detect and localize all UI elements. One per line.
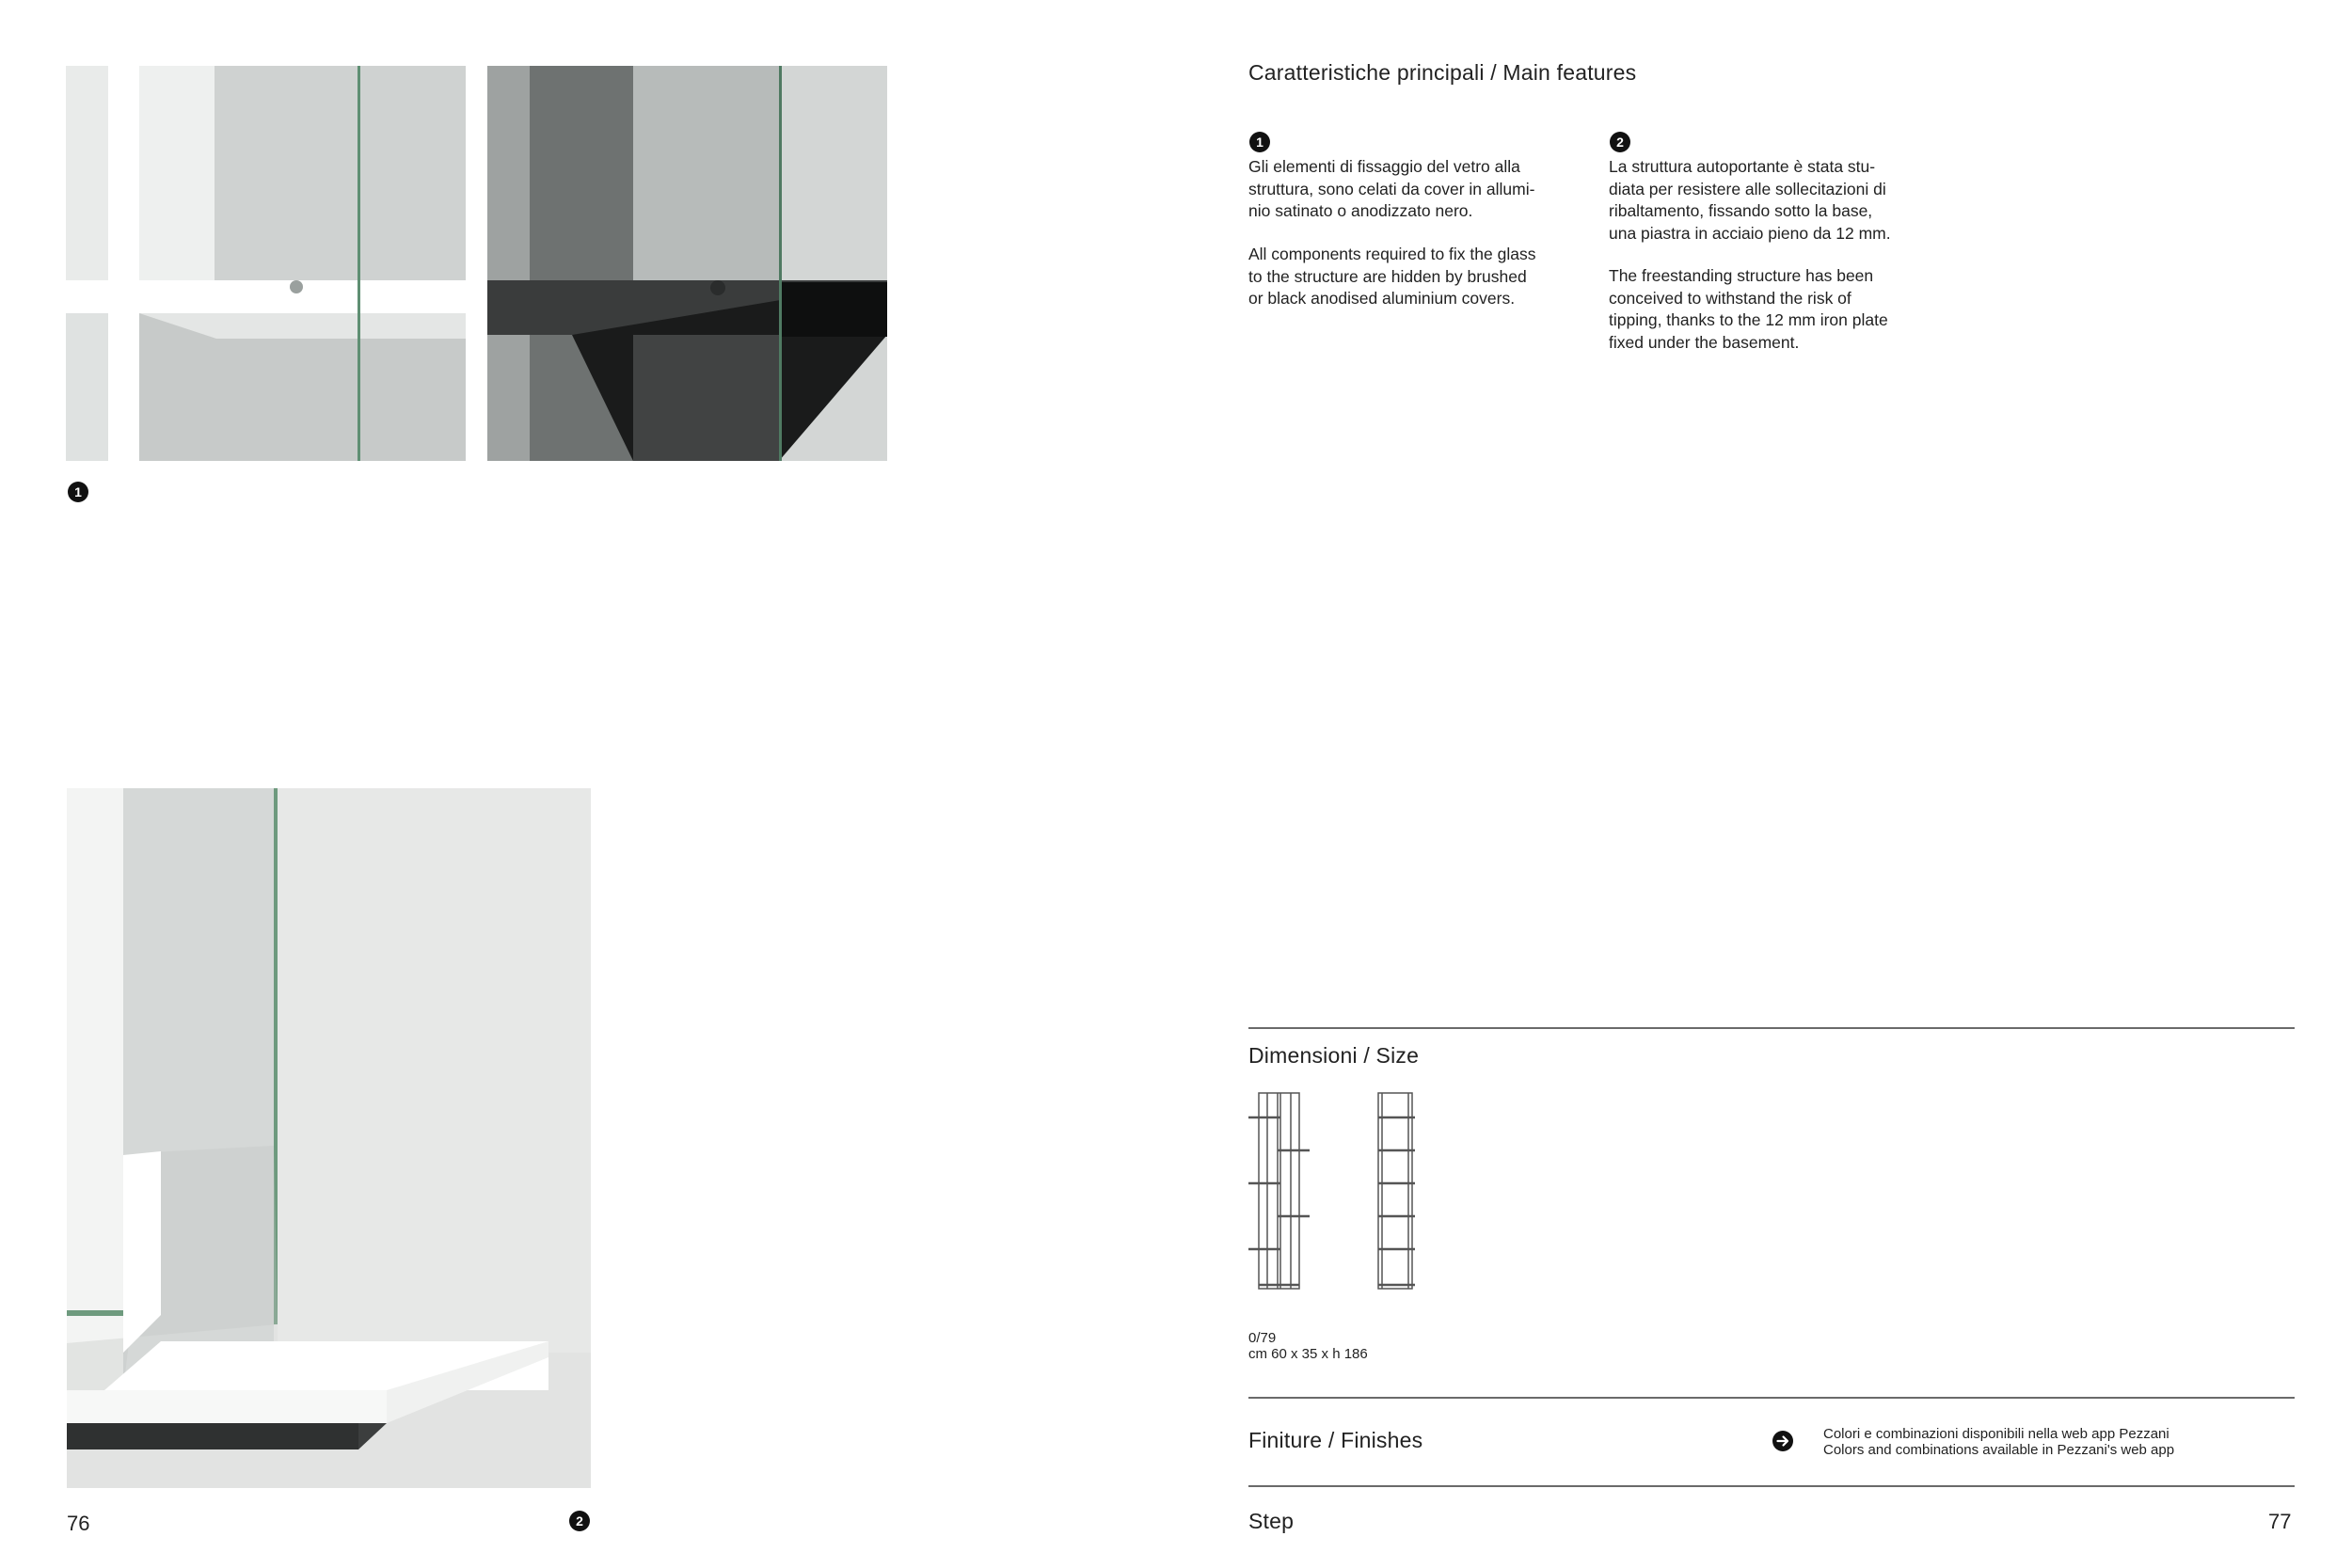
figure-badge-1: 1	[68, 482, 88, 502]
photo-base-detail	[67, 788, 591, 1488]
page-number-right: 77	[2268, 1510, 2292, 1533]
divider-dimensions	[1248, 1027, 2295, 1029]
feature-badge-1: 1	[1249, 132, 1270, 152]
product-size: cm 60 x 35 x h 186	[1248, 1346, 1368, 1362]
finishes-title: Finiture / Finishes	[1248, 1428, 1423, 1452]
finishes-note[interactable]: Colori e combinazioni disponibili nella web app Pezzani Colors and combinations available in Pezzani's web app	[1823, 1426, 2175, 1458]
divider-footer	[1248, 1485, 2295, 1487]
photo-detail-black	[487, 66, 887, 461]
arrow-right-circle-icon[interactable]	[1772, 1430, 1794, 1452]
page-number-left: 76	[67, 1512, 90, 1535]
feature-badge-2: 2	[1610, 132, 1630, 152]
side-elevation-drawing	[1374, 1091, 1421, 1291]
feature-2-text-it: La struttura autoportante è stata stu- diata per resistere alle sollecitazioni di ribaltamento, fissando sotto la base, una piastra in acciaio pieno da 12 mm.	[1609, 157, 1891, 243]
photo-detail-brushed	[66, 66, 466, 461]
dimensions-title: Dimensioni / Size	[1248, 1043, 1420, 1068]
front-elevation-drawing	[1247, 1091, 1312, 1291]
figure-badge-2: 2	[569, 1511, 590, 1531]
product-name: Step	[1248, 1509, 1295, 1533]
features-title: Caratteristiche principali / Main features	[1248, 60, 1637, 85]
feature-2-text-en: The freestanding structure has been conceived to withstand the risk of tipping, thanks to the 12 mm iron plate fixed under the basement.	[1609, 266, 1888, 352]
feature-1-text-it: Gli elementi di fissaggio del vetro alla struttura, sono celati da cover in allumi- nio satinato o anodizzato nero.	[1248, 157, 1535, 220]
product-code: 0/79	[1248, 1330, 1277, 1346]
divider-finishes	[1248, 1397, 2295, 1399]
feature-1-text-en: All components required to fix the glass to the structure are hidden by brushed or black anodised aluminium covers.	[1248, 245, 1536, 308]
